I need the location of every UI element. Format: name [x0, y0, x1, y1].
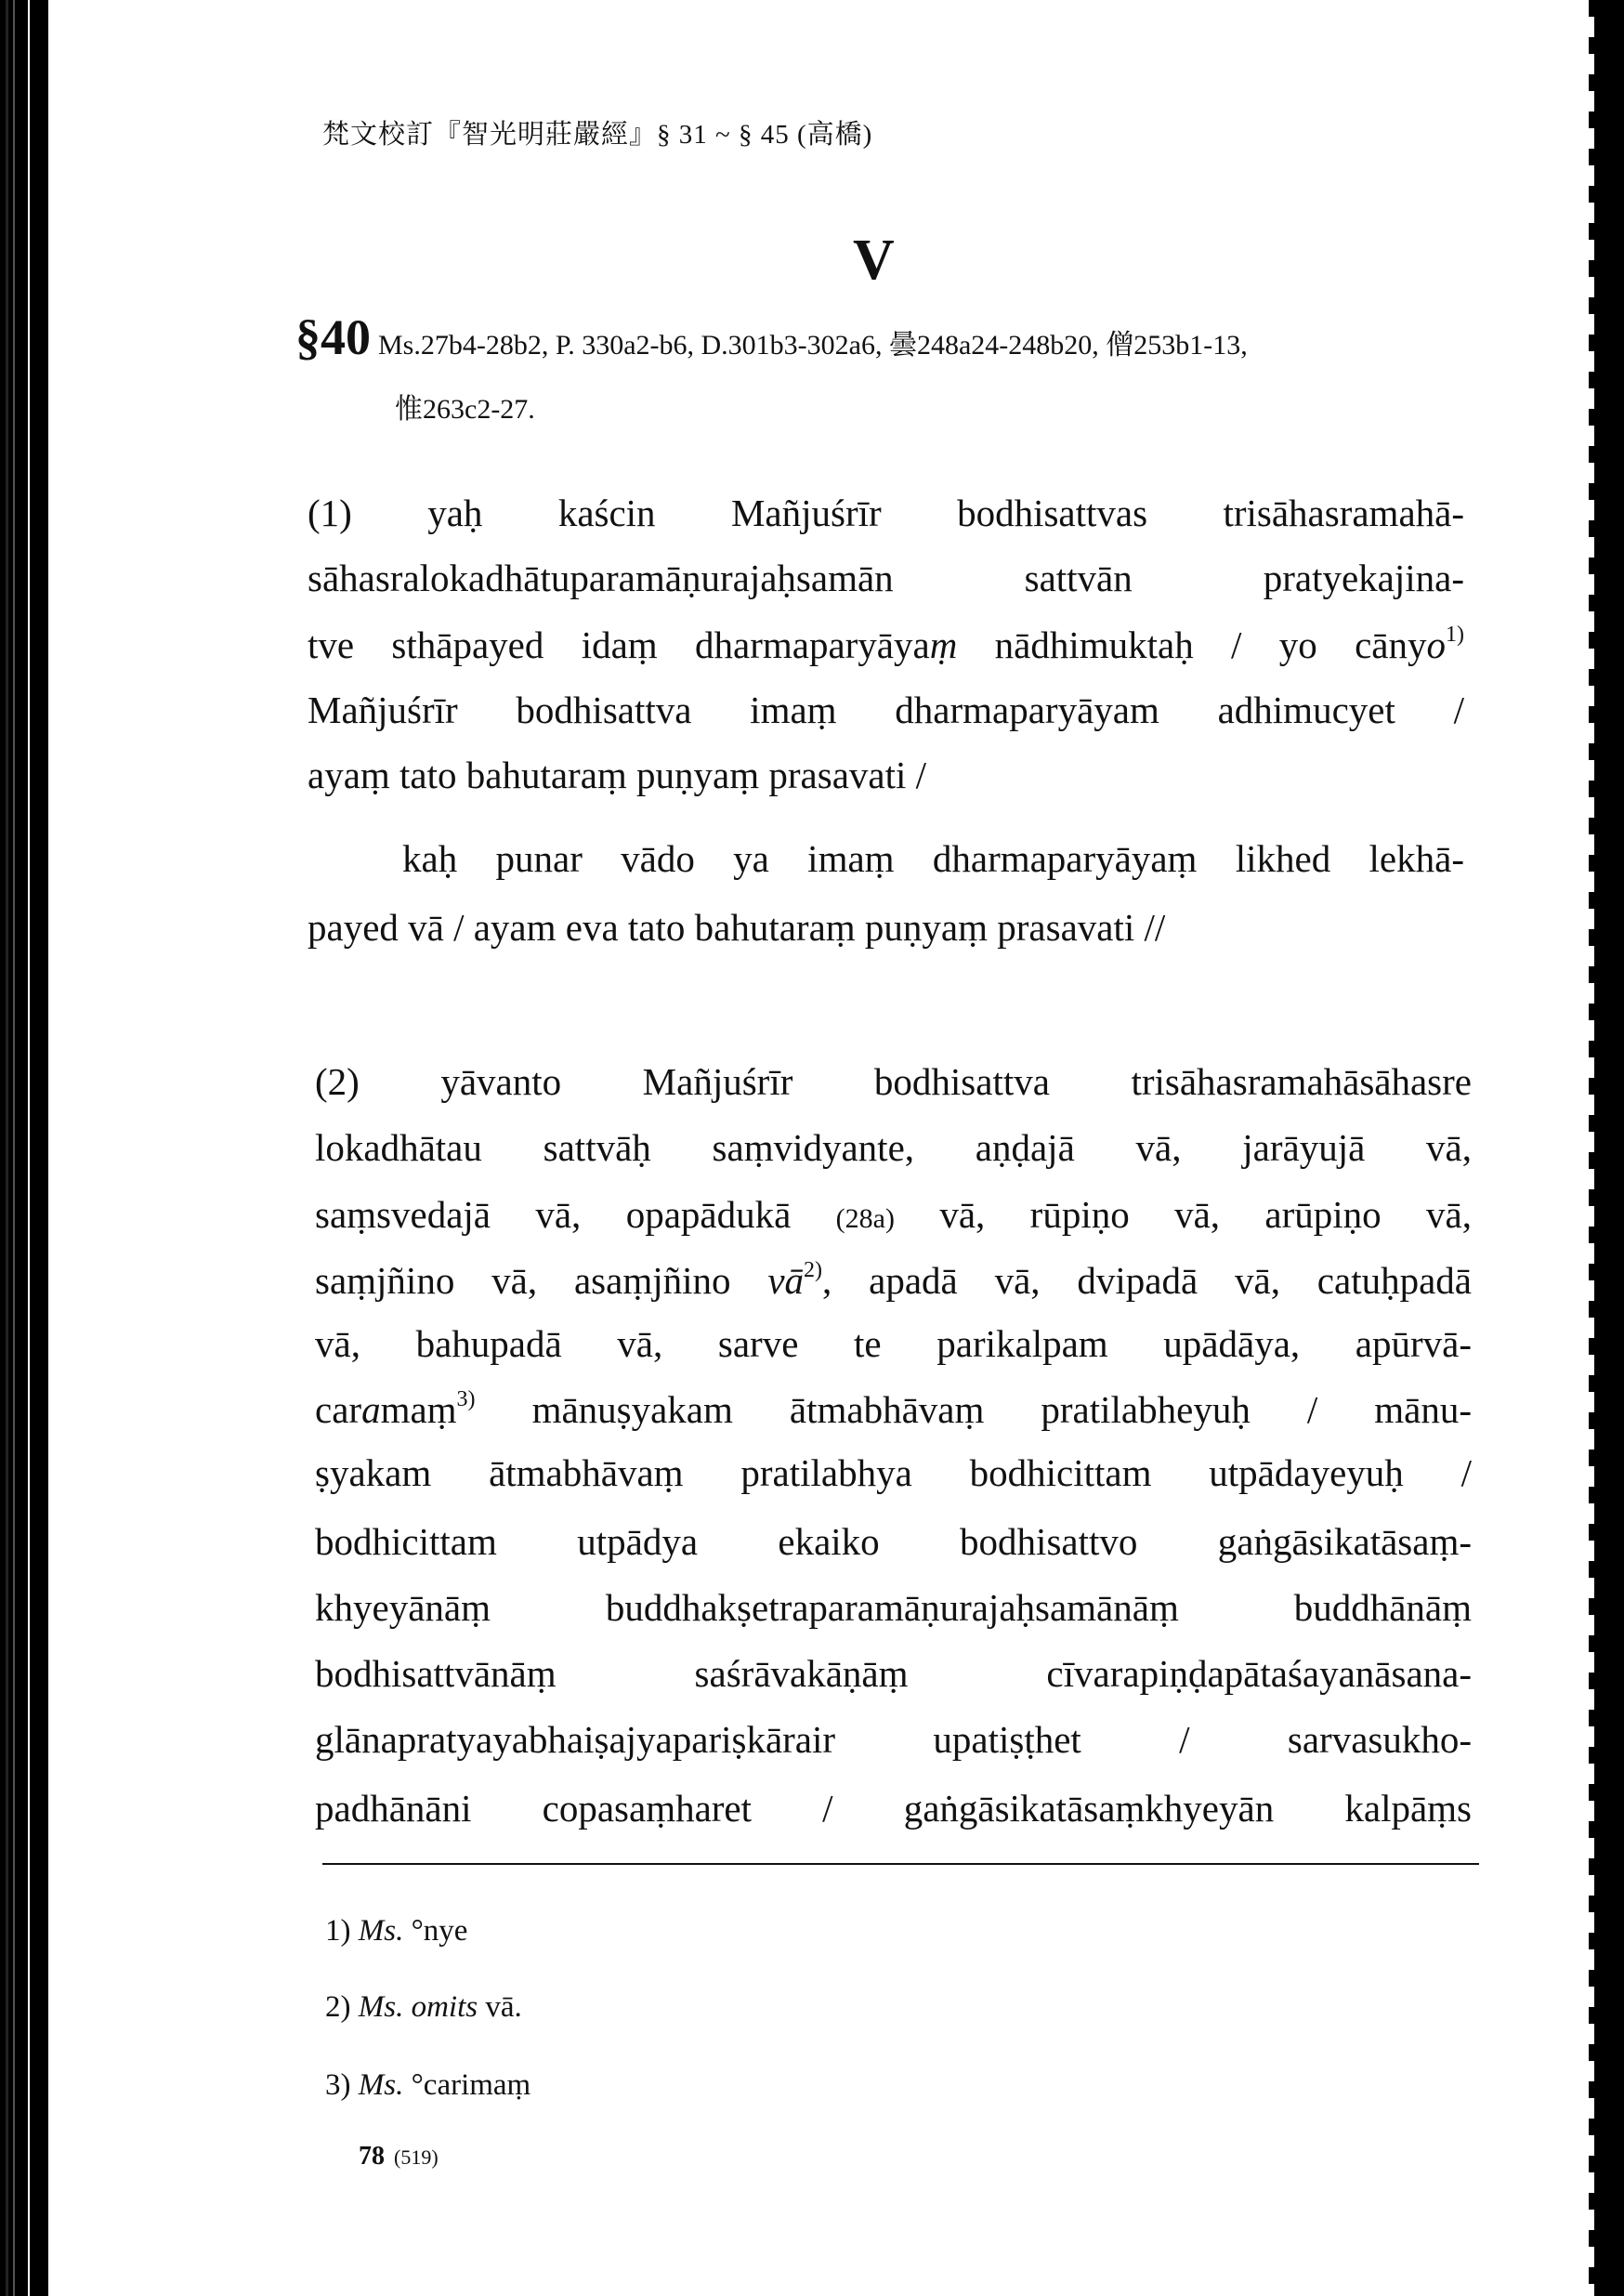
text-segment: saṃjñino vā, asaṃjñino [315, 1259, 768, 1302]
section-references [295, 308, 1248, 366]
text-segment: car [315, 1388, 362, 1431]
text-segment: vā, rūpiṇo vā, arūpiṇo vā, [894, 1193, 1472, 1236]
text-segment: , apadā vā, dvipadā vā, catuḥpadā [822, 1259, 1472, 1302]
text-segment: 3) [325, 2068, 359, 2102]
text-line [402, 836, 1464, 881]
text-line [315, 1651, 1472, 1696]
footnote-rule [322, 1863, 1479, 1865]
text-segment: Ms. [358, 1914, 404, 1948]
text-line [315, 1786, 1472, 1830]
text-segment: vā, bahupadā vā, sarve te parikalpam upādāya, apūrvā- [315, 1322, 1472, 1365]
footnote [325, 1990, 522, 2025]
page-number [359, 2142, 439, 2171]
section-number: §40 [295, 309, 371, 365]
section-refs-line1: Ms.27b4-28b2, P. 330a2-b6, D.301b3-302a6, 曇248a24-248b20, 僧253b1-13, [378, 330, 1248, 361]
text-segment: nādhimuktaḥ / yo cāny [957, 623, 1427, 666]
text-segment: 2) [325, 1990, 359, 2024]
text-segment: (2) yāvanto Mañjuśrīr bodhisattva trisāhasramahāsāhasre [315, 1060, 1472, 1103]
text-segment: °carimaṃ [403, 2068, 531, 2102]
text-segment: vā. [478, 1990, 522, 2024]
text-line [315, 1059, 1472, 1104]
text-segment: bodhisattvānāṃ saśrāvakāṇāṃ cīvarapiṇḍapātaśayanāsana- [315, 1652, 1472, 1695]
footnote-marker: 2) [804, 1258, 823, 1282]
text-line [315, 1387, 1472, 1432]
text-segment: maṃ [380, 1388, 457, 1431]
text-segment: Mañjuśrīr bodhisattva imaṃ dharmaparyāyam adhimucyet / [308, 689, 1464, 731]
text-segment: padhānāni copasaṃharet / gaṅgāsikatāsaṃkhyeyān kalpāṃs [315, 1787, 1472, 1830]
text-segment: (28a) [835, 1203, 895, 1234]
text-segment: o [1426, 623, 1446, 666]
chapter-heading: V [853, 229, 895, 292]
text-line [308, 753, 926, 797]
text-segment: sāhasralokadhātuparamāṇurajaḥsamān sattvān pratyekajina- [308, 557, 1464, 599]
text-segment: °nye [403, 1914, 468, 1948]
scan-border-left [0, 0, 48, 2296]
text-line [315, 1519, 1472, 1564]
text-line [315, 1321, 1472, 1366]
text-line [315, 1125, 1472, 1170]
footnote-marker: 3) [456, 1387, 476, 1411]
text-line [308, 905, 1165, 950]
text-line [315, 1450, 1472, 1495]
text-line [315, 1717, 1472, 1762]
text-segment: 1) [325, 1914, 359, 1948]
text-line [315, 1192, 1472, 1237]
text-segment: payed vā / ayam eva tato bahutaraṃ puṇyaṃ prasavati // [308, 906, 1166, 949]
section-refs-line2: 惟263c2-27. [395, 394, 535, 425]
text-line [315, 1585, 1472, 1630]
text-segment: ayaṃ tato bahutaraṃ puṇyaṃ prasavati / [308, 754, 927, 796]
text-segment: kaḥ punar vādo ya imaṃ dharmaparyāyaṃ likhed lekhā- [402, 837, 1464, 880]
text-line [308, 623, 1464, 667]
text-line [308, 688, 1464, 732]
text-segment: khyeyānāṃ buddhakṣetraparamāṇurajaḥsamānāṃ buddhānāṃ [315, 1586, 1472, 1629]
scan-border-right-inner [1589, 0, 1594, 2296]
text-segment: lokadhātau sattvāḥ saṃvidyante, aṇḍajā vā, jarāyujā vā, [315, 1126, 1472, 1169]
text-line [315, 1258, 1472, 1303]
text-segment: a [361, 1388, 381, 1431]
footnote [325, 2068, 530, 2103]
text-line [308, 556, 1464, 600]
text-segment: Ms. omits [358, 1990, 478, 2024]
text-segment: vā [767, 1259, 805, 1302]
text-segment: Ms. [358, 2068, 404, 2102]
text-segment: glānapratyayabhaiṣajyapariṣkārair upatiṣṭhet / sarvasukho- [315, 1718, 1472, 1761]
text-segment: tve sthāpayed idaṃ dharmaparyāya [308, 623, 930, 666]
page-number-main: 78 [359, 2142, 385, 2171]
text-segment: bodhicittam utpādya ekaiko bodhisattvo gaṅgāsikatāsaṃ- [315, 1520, 1472, 1563]
scan-border-right [1594, 0, 1624, 2296]
text-line [308, 491, 1464, 535]
text-segment: ṃ [929, 623, 958, 666]
page-number-alt: (519) [394, 2145, 439, 2169]
running-head: 梵文校訂『智光明莊嚴經』§ 31 ~ § 45 (高橋) [322, 120, 873, 150]
footnote [325, 1914, 467, 1948]
text-segment: ṣyakam ātmabhāvaṃ pratilabhya bodhicittam utpādayeyuḥ / [315, 1451, 1472, 1494]
text-segment: mānuṣyakam ātmabhāvaṃ pratilabheyuḥ / mānu- [475, 1388, 1472, 1431]
text-segment: saṃsvedajā vā, opapādukā [315, 1193, 836, 1236]
text-segment: (1) yaḥ kaścin Mañjuśrīr bodhisattvas trisāhasramahā- [308, 492, 1464, 534]
footnote-marker: 1) [1446, 623, 1464, 647]
